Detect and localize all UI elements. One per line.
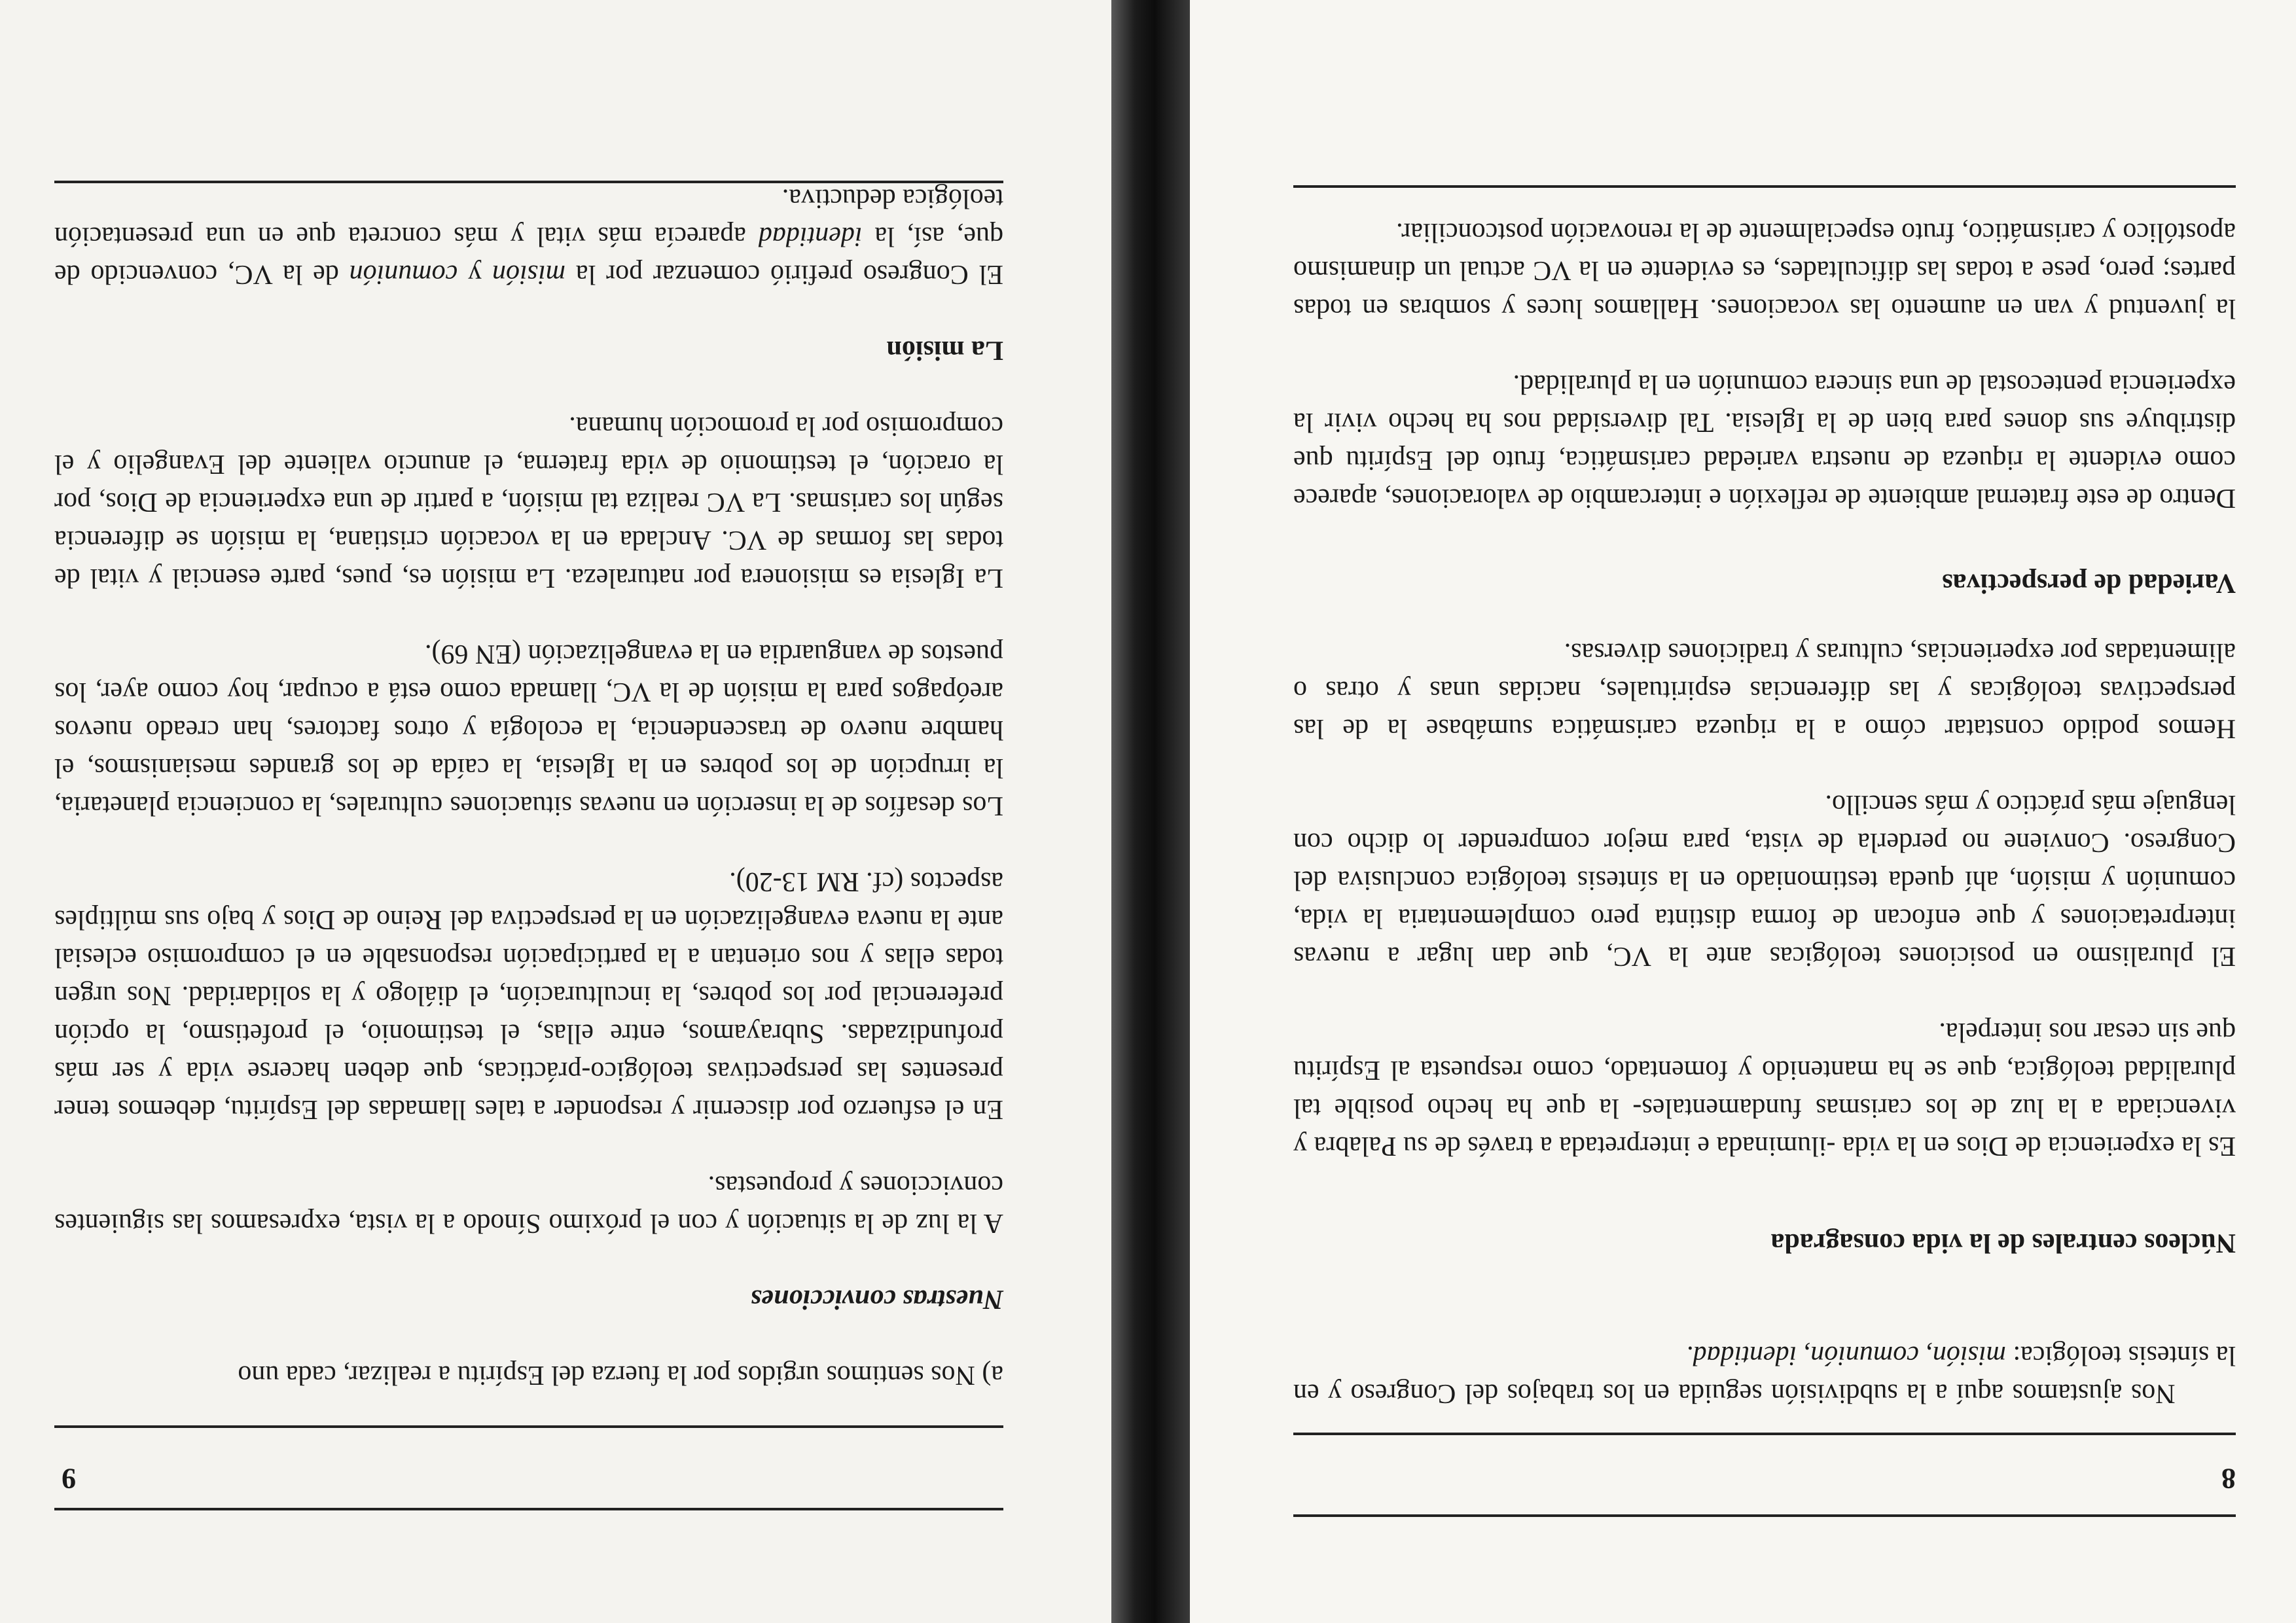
intro-d: aparecía más vital y más concreta que en una presentación teológica deductiva. [54,183,1003,251]
page-number: 8 [2221,1463,2236,1495]
heading-variedad-block [1293,526,2236,602]
paragraph-riqueza: Hemos podido constatar cómo a la riqueza carismática sumábase la de las perspectivas teológicas y las diferencias espirituales, nacidas unas y otras o alimentadas por experiencias, culturas y tradiciones diversas. [1293,637,2236,743]
paragraph-congreso [54,179,1003,293]
closing-italic: misión, comunión, identidad. [1686,1340,2006,1370]
paragraph-pluralismo: El pluralismo en posiciones teológicas ante la VC, que dan lugar a nuevas interpretaciones y que enfocan de forma distinta pero complementaria la vida, comunión y misión, ahí queda testimoniado en la síntesis teológica conclusiva del Congreso. Conviene no perderla de vista, para mejor comprender lo dicho con lenguaje más práctico y más sencillo. [1293,789,2236,971]
heading-la-mision: La misión [886,335,1003,365]
intro-em-comunion: comunión [349,259,458,289]
page-8-body [1293,1298,2236,1412]
paragraph-a-la-luz: A la luz de la situación y con el próximo Sínodo a la vista, expresamos las siguientes convicciones y propuestas. [54,1170,1003,1238]
page-8-intro [1293,175,2236,517]
page-9 [0,0,1111,1623]
heading-nucleos: Núcleos centrales de la vida consagrada [1770,1228,2236,1258]
intro-c: de la VC, convencido de que, así, la [54,221,1003,289]
paragraph-fraternal: Dentro de este fraternal ambiente de reflexión e intercambio de valoraciones, aparece como evidente la riqueza de nuestra variedad carismática, fruto del Espíritu que distribuye sus dones para bien de la Iglesia. Tal diversidad nos ha hecho vivir la experiencia pentecostal de una sincera comunión en la pluralidad. [1293,369,2236,513]
convicciones-first-line: a) Nos sentimos urgidos por la fuerza del Espíritu a realizar, cada uno [238,1360,1003,1390]
bottom-rule [54,181,1003,183]
intro-a: El Congreso prefirió comenzar por la [565,259,1003,289]
header-rule [1293,1433,2236,1435]
paragraph-closing [1293,1336,2236,1412]
top-rule [1293,1514,2236,1517]
intro-em-identidad: identidad [758,221,863,251]
heading-convicciones: Nuestras convicciones [750,1284,1003,1314]
page-8-perspectives [1293,596,2236,1165]
paragraph-esfuerzo: En el esfuerzo por discernir y responder a tales llamadas del Espíritu, debemos tener presentes las perspectivas teológico-prácticas, que deben hacerse vida y ser más profundizadas. Subrayamos, entre ellas, el testimonio, el profetismo, la opción preferencial por los pobres, la inculturación, el diálogo y la solidaridad. Nos urgen todas ellas y nos orientan a la participación responsable en el compromiso eclesial ante la nueva evangelización en la perspectiva del Reino de Dios y bajo sus múltiples aspectos (cf. RM 13-20). [54,866,1003,1124]
page-8 [1186,0,2296,1623]
intro-b: y [457,259,493,289]
page-9-bottom-block [54,141,1003,1394]
heading-variedad: Variedad de perspectivas [1942,568,2236,598]
paragraph-desafios: Los desafíos de la inserción en nuevas situaciones culturales, la conciencia planetaria, la irrupción de los pobres en la Iglesia, la caída de los grandes mesianismos, el hambre nuevo de trascendencia, la ecología y otros factores, han creado nuevos areópagos para la misión de la VC, llamada como está a ocupar, hoy como ayer, los puestos de vanguardia en la evangelización (EN 69). [54,639,1003,821]
closing-text: Nos ajustamos aquí a la subdivisión seguida en los trabajos del Congreso y en la síntesis teológica: [1293,1340,2236,1408]
intro-em-mision: misión [492,259,566,289]
heading-nucleos-block [1293,1186,2236,1262]
paragraph-juventud: la juventud y van en aumento las vocaciones. Hallamos luces y sombras en todas partes; pero, pese a todas las dificultades, es evidente en la VC actual un dinamismo apostólico y carismático, fruto especialmente de la renovación postconciliar. [1293,217,2236,323]
paragraph-experiencia: Es la experiencia de Dios en la vida -iluminada e interpretada a través de su Palabra y vivenciada a la luz de los carismas fundamentales- la que ha hecho posible tal pluralidad teológica, que se ha mantenido y fomentado, como respuesta al Espíritu que sin cesar nos interpela. [1293,1017,2236,1161]
page-number: 9 [62,1463,76,1495]
top-rule [54,1508,1003,1510]
paragraph-iglesia-misionera: La Iglesia es misionera por naturaleza. La misión es, pues, parte esencial y vital de todas las formas de VC. Anclada en la vocación cristiana, la misión se diferencia según los carismas. La VC realiza tal misión, a partir de una experiencia de Dios, por la oración, el testimonio de vida fraterna, el anuncio valiente del Evangelio y el compromiso por la promoción humana. [54,411,1003,593]
bottom-rule [1293,185,2236,188]
book-gutter [1111,0,1190,1623]
header-rule [54,1425,1003,1428]
